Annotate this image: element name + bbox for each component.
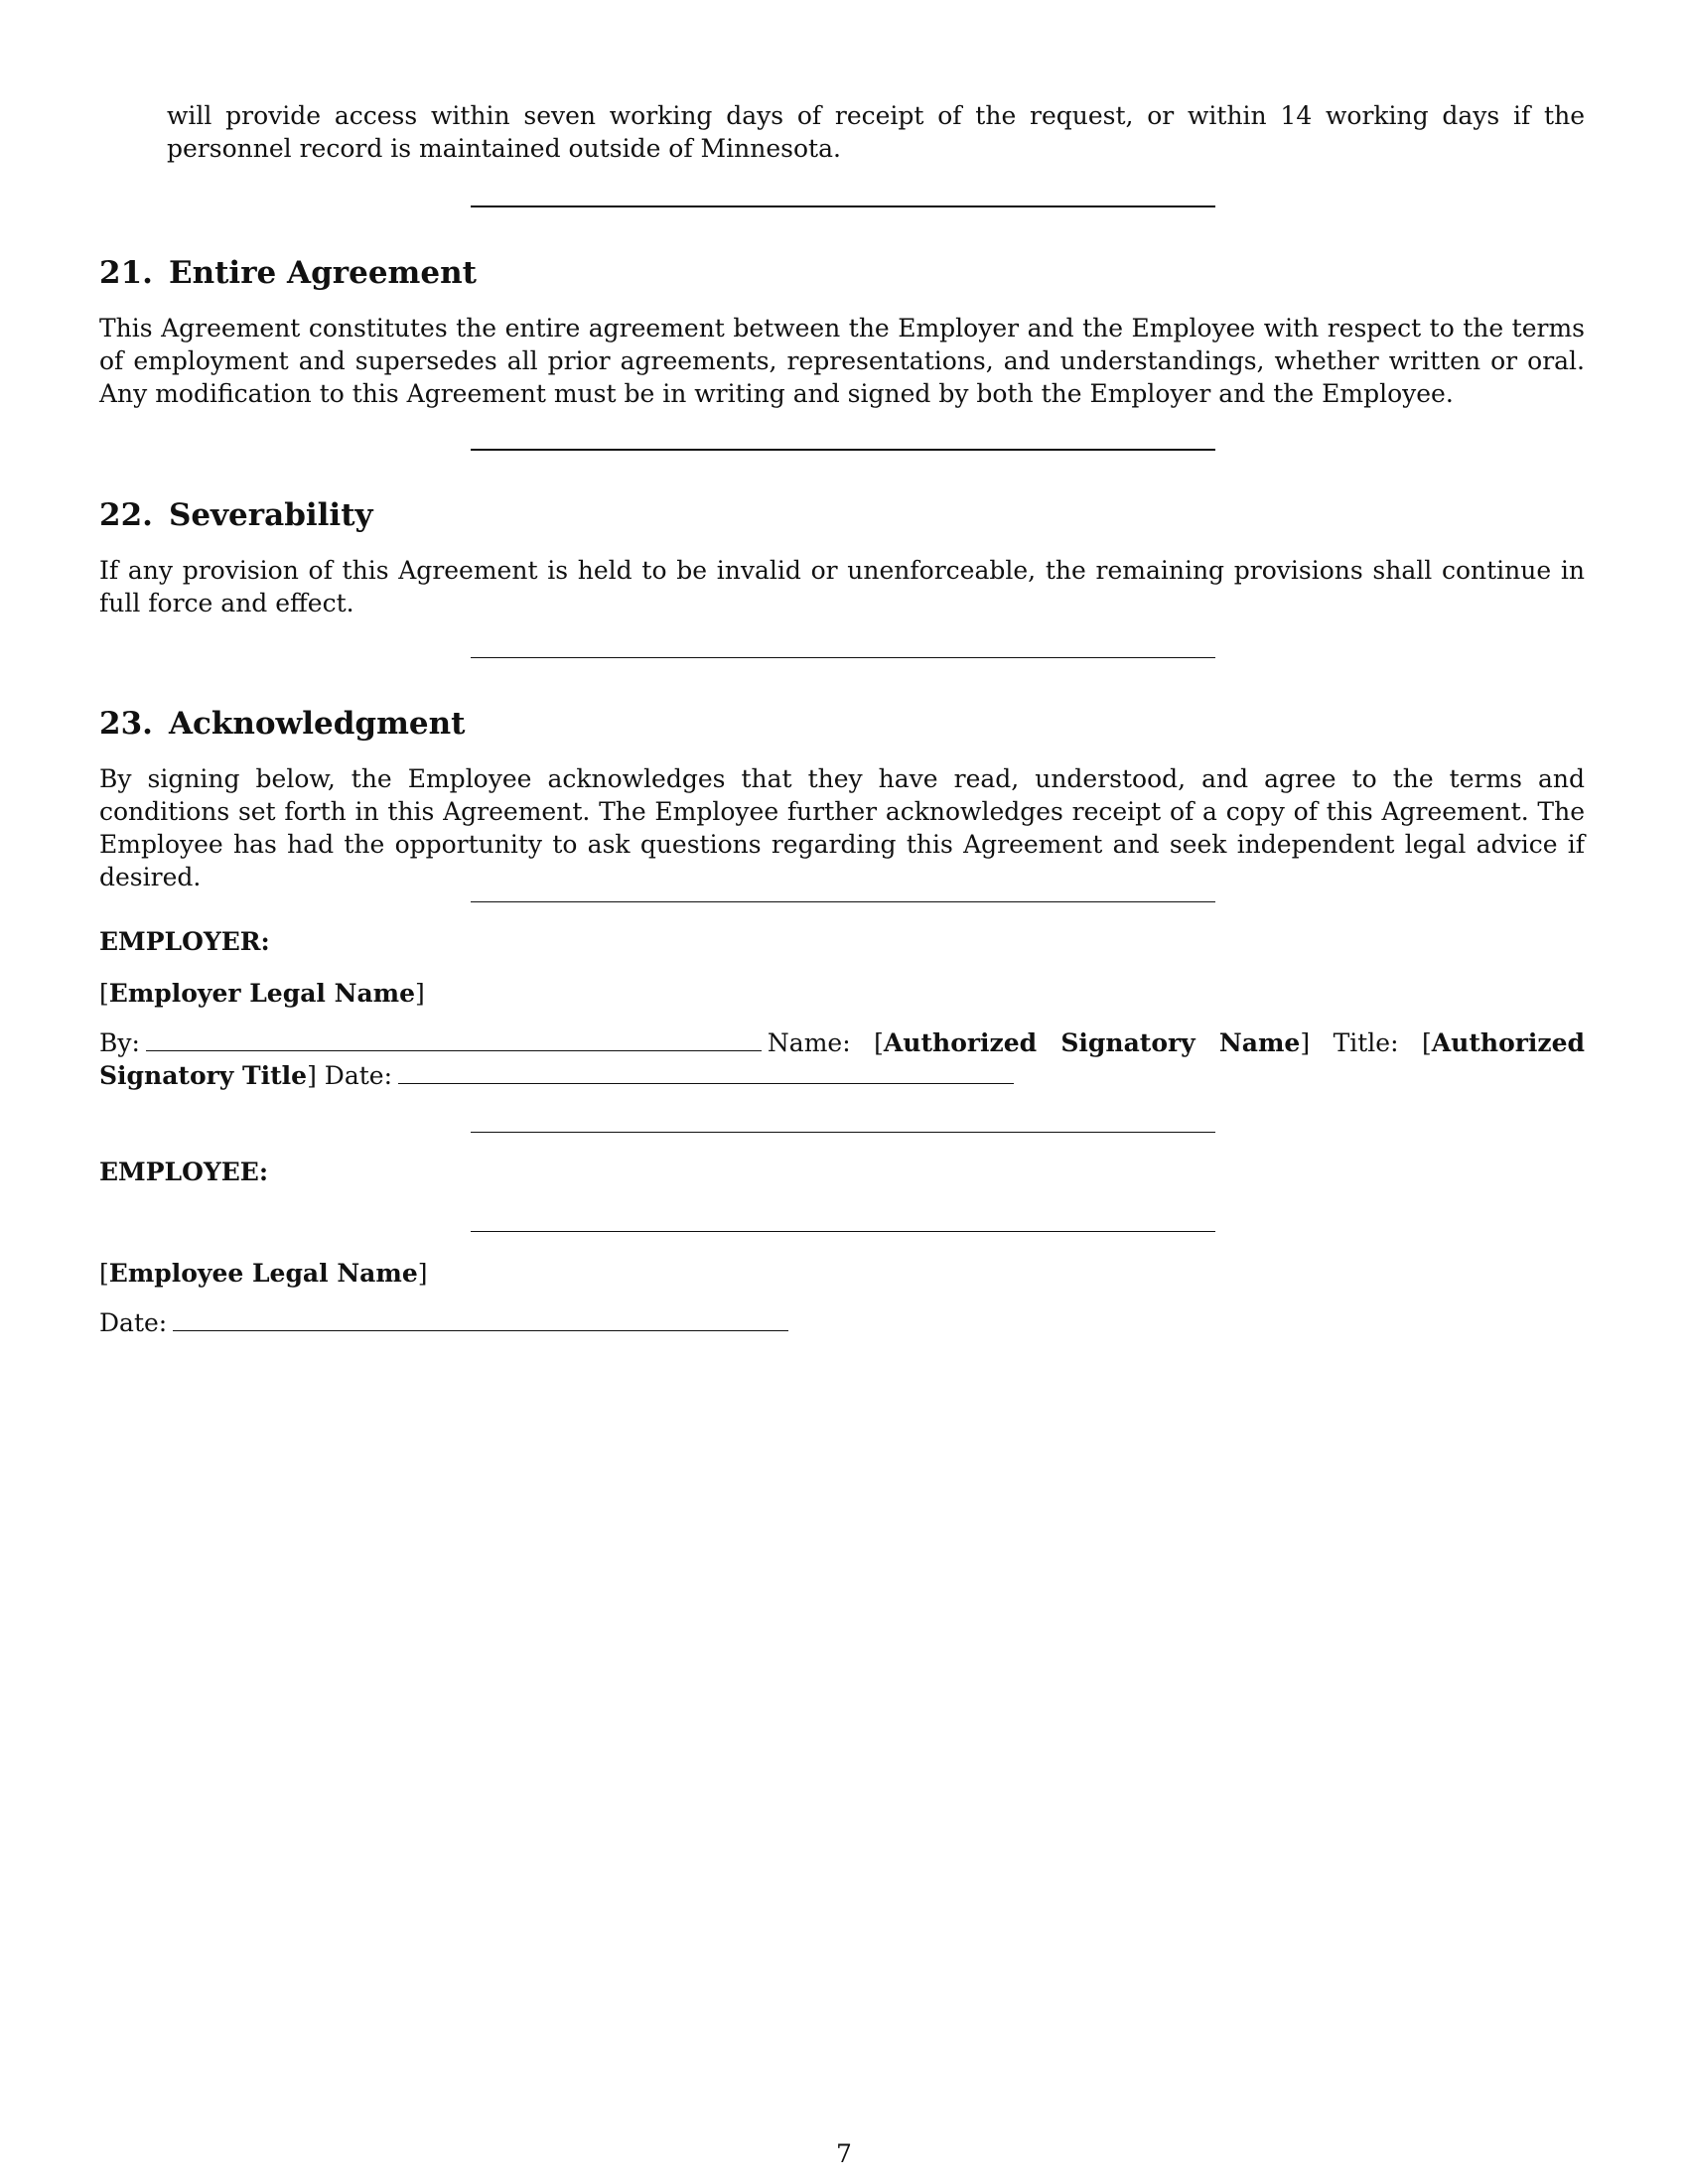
- section-number: 22.: [99, 497, 153, 533]
- employee-date-blank[interactable]: [173, 1329, 788, 1331]
- employee-date-label: Date:: [99, 1308, 168, 1337]
- employer-date-blank[interactable]: [398, 1082, 1014, 1084]
- section-divider: [471, 901, 1215, 902]
- employee-legal-name-placeholder: Employee Legal Name: [108, 1259, 418, 1288]
- section-title: Acknowledgment: [168, 706, 466, 742]
- signatory-name-placeholder: Authorized Signatory Name: [883, 1028, 1301, 1057]
- employer-signature-line: By: Name: [Authorized Signatory Name] Title: [Authorized Signatory Title] Date:: [99, 1028, 1586, 1090]
- employer-legal-name: [Employer Legal Name]: [99, 979, 425, 1008]
- entire-agreement-paragraph: This Agreement constitutes the entire agreement between the Employer and the Employee with respect to the terms of employment and supersedes all prior agreements, representations, and understandings, whether written or oral. Any modification to this Agreement must be in writing and signed by both the Employer and the Employee.: [99, 314, 1585, 408]
- acknowledgment-paragraph: By signing below, the Employee acknowledges that they have read, understood, and agree to the terms and conditions set forth in this Agreement. The Employee further acknowledges receipt of a copy of this Agreement. The Employee has had the opportunity to ask questions regarding this Agreement and seek independent legal advice if desired.: [99, 764, 1585, 891]
- section-divider: [471, 1132, 1215, 1133]
- section-heading-acknowledgment: [99, 705, 465, 743]
- employee-legal-name: [Employee Legal Name]: [99, 1259, 428, 1288]
- employee-date-line: [99, 1306, 794, 1339]
- section-title: Severability: [168, 497, 373, 533]
- section-divider: [471, 1231, 1215, 1232]
- section-heading-severability: [99, 496, 373, 534]
- severability-paragraph: If any provision of this Agreement is held to be invalid or unenforceable, the remaining provisions shall continue in full force and effect.: [99, 556, 1585, 617]
- employer-signature-blank[interactable]: [146, 1049, 762, 1051]
- section-divider: [471, 205, 1215, 207]
- name-label: Name:: [767, 1028, 851, 1057]
- carryover-paragraph: will provide access within seven working days of receipt of the request, or within 14 working days if the personnel record is maintained outside of Minnesota.: [167, 101, 1585, 163]
- employer-heading: EMPLOYER:: [99, 927, 270, 956]
- page-number: 7: [836, 2139, 852, 2168]
- section-divider: [471, 449, 1215, 451]
- section-heading-entire-agreement: [99, 254, 477, 292]
- section-title: Entire Agreement: [168, 255, 477, 291]
- employee-heading: EMPLOYEE:: [99, 1158, 269, 1186]
- by-label: By:: [99, 1028, 140, 1057]
- title-label: Title:: [1333, 1028, 1399, 1057]
- employer-legal-name-placeholder: Employer Legal Name: [108, 979, 416, 1008]
- employer-date-label: Date:: [324, 1061, 393, 1090]
- signatory-title-placeholder: Authorized Signatory Title: [99, 1028, 1586, 1090]
- section-divider: [471, 657, 1215, 658]
- section-number: 21.: [99, 255, 153, 291]
- section-number: 23.: [99, 706, 153, 742]
